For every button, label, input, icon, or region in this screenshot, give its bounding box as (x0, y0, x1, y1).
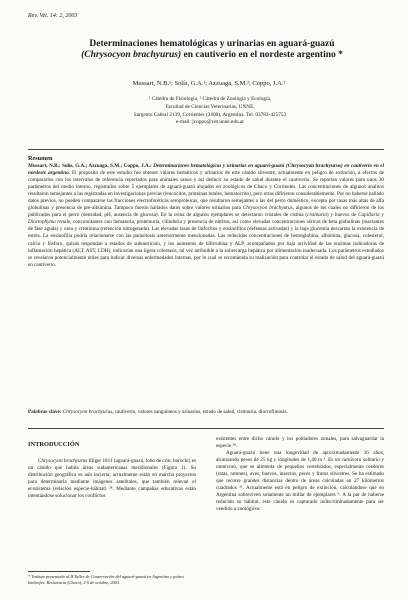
footnote: * Trabajo presentado al II Taller de Conservación del aguará-guazú en Argentina y países limítrofes. Resistencia (Chaco), 2-5 de octubre, 2003. (28, 574, 184, 585)
abstract-text-4: y (379, 212, 384, 219)
footnote-rule (28, 571, 90, 572)
intro-right-para-1: existentes entre dicho cánido y los pobladores zonales, para salvaguardar la especie ²⁸. (216, 436, 384, 450)
title-species: (Chrysocyon brachyurus) (81, 50, 182, 60)
abstract-term-cistinuria: cistinuria (307, 212, 327, 219)
keywords-species: Chrysocyon brachyurus (62, 409, 113, 415)
abstract-citation-title-b: ) en cautiverio en el nordeste argentino. (28, 163, 385, 177)
abstract-term-dioctophyma: Dioctophyma renale (28, 219, 71, 226)
title-line-1: Determinaciones hematológicas y urinarias en aguará-guazú (89, 39, 335, 49)
abstract-species-2: Chrysocyon brachyurus (242, 205, 293, 212)
abstract-text-5: , concomitantes con hematuria, proteinuria, cilinduria y presencia de nitritos, así como elevadas concentraciones séricas de beta globulinas (reactantes de fase aguda) y urea y creatinina (retención nitrogenada). Las elevadas tasas de linfocitos y eosinófilos (defensas activadas) y la baja glucemia descartan la existencia de estrés. La eosinofilia podría relacionarse con las parasitosis anteriormente mencionadas. Las reducidas concentraciones de hemoglobina, albúmina, glucosa, colesterol, calcio y fósforo, quizás respondan a estados de subnutrición, y los aumentos de bilirrubina y ALP, acompañados por baja actividad de las enzimas indicadoras de inflamación hepática (ALT, AST, LDH), indicarían una ligera colestasis, tal vez atribuible a la sobrecarga hepática por alimentación inadecuada. Los parámetros estudiados se revelaron potencialmente útiles para indicar diversas enfermedades internas, por lo cual se recomienda su realización para controlar el estado de salud del aguará-guazú en cautiverio. (28, 219, 384, 268)
author-list: Mussart, N.B.¹; Solís, G.A.¹; Azzuaga, S.M.²; Coppo, J.A.¹ (132, 80, 286, 87)
intro-column-right (216, 436, 384, 514)
abstract-body (28, 163, 384, 269)
abstract-heading: Resumen (28, 155, 53, 162)
intro-right-para-2: Aguará-guazú tiene una longevidad de aproximadamente 16 años, alcanzando pesos de 25 kg y longitudes de 1,40 m ³. Es un carnívoro solitario y omnívoro, que se alimenta de pequeños vertebrados, especialmente roedores (ratas, ratones), aves, huevos, insectos, peces y frutos silvestres. Se ha estimado que recorre grandes distancias dentro de áreas calculadas en 27 kilómetros cuadrados ²¹. Actualmente está en peligro de extinción, calculándose que en Argentina sobreviven solamente un millar de ejemplares ⁹. A la par de haberse reducido su hábitat, este cánido es capturado indiscriminadamente para ser vendido a zoológicos (216, 450, 384, 513)
affiliation-line-1: ¹ Cátedra de Fisiología, ² Cátedra de Zoología y Ecología, (148, 96, 272, 102)
title-line-2: en cautiverio en el nordeste argentino * (181, 50, 343, 60)
abstract-text-3: ) y huevos de (326, 212, 359, 219)
keywords (28, 409, 384, 416)
paper-title (40, 39, 384, 61)
divider-bottom (28, 428, 384, 429)
abstract-text-1: El propósito de este estudio fue obtener valores hemáticos y urinarios de este cánido silvestre, actualmente en peligro de extinción, a efectos de compararlos con los intervalos de referencia reportados para animales sanos y así deducir su estado de salud durante el cautiverio. Se reportan valores para unos 30 parámetros del medio interno, registrados sobre 5 ejemplares de aguará-guazú alojados en zoológicos de Chaco y Corrientes. Las concentraciones de algunos analitos resultaron semejantes a las registradas en investigaciones previas (leucocitos, proteínas totales, hematocrito), pero otras difirieron considerablemente. Por no haberse hallado datos previos, no pueden compararse las fracciones electroforéticas seroproteicas, que resultaron semejantes a las del perro doméstico, excepto por tasas más altas de alfa globulinas y presencia de pre-albúmina. Tampoco fueron hallados datos sobre valores urinarios para (28, 170, 384, 212)
affiliation-email: e-mail: jcoppo@vet.unne.edu.ar (175, 119, 245, 126)
abstract-citation-title-a: Determinaciones hematológicas y urinarias en aguará-guazú ( (151, 163, 288, 169)
intro-species: Chrysocyon brachyurus (38, 458, 88, 464)
affiliation (52, 96, 368, 127)
abstract-term-capillaria: Capillaria (358, 212, 380, 219)
intro-left-text: Illiger 1811 (aguará-guazú, lobo de crin, borochi) es un cánido que habita áreas sudamericanas meridionales (Figura 1). Su distribución geográfica es aún incierta; actualmente están en marcha proyectos para determinarla mediante imágenes satelitales, que también relevan el ecosistema (relación especie-hábitat) ²⁸. Mediante campañas educativas están intentándose solucionar los conflictos (28, 458, 196, 500)
intro-column-left (28, 458, 196, 500)
keywords-text: , cautiverio, valores sanguíneos y urinarios, estado de salud, cistinuria, dioctofimosis. (112, 409, 288, 415)
abstract-citation-species: Chrysocyon brachyurus (287, 163, 341, 169)
running-head: Rev. Vet. 14: 2, 2003 (28, 13, 78, 19)
keywords-label: Palabras clave: (28, 409, 62, 415)
affiliation-line-2: Facultad de Ciencias Veterinarias, UNNE, (165, 103, 255, 110)
abstract-text-2: , algunos de los cuales no difirieron de los publicados para el perro (densidad, pH, ausencia de glucosa). En la orina de algunos ejemplares se detectaron cristales de cistina ( (28, 205, 384, 219)
affiliation-line-3: Sargento Cabral 2139, Corrientes (3400), Argentina. Tel. 03783-425753 (133, 111, 287, 118)
introduction-heading: INTRODUCCIÓN (28, 441, 80, 448)
abstract-citation-authors: Mussart, N.B.; Solís, G.A.; Azzuaga, S.M.; Coppo, J.A.: (28, 163, 152, 169)
divider-top (28, 149, 384, 150)
